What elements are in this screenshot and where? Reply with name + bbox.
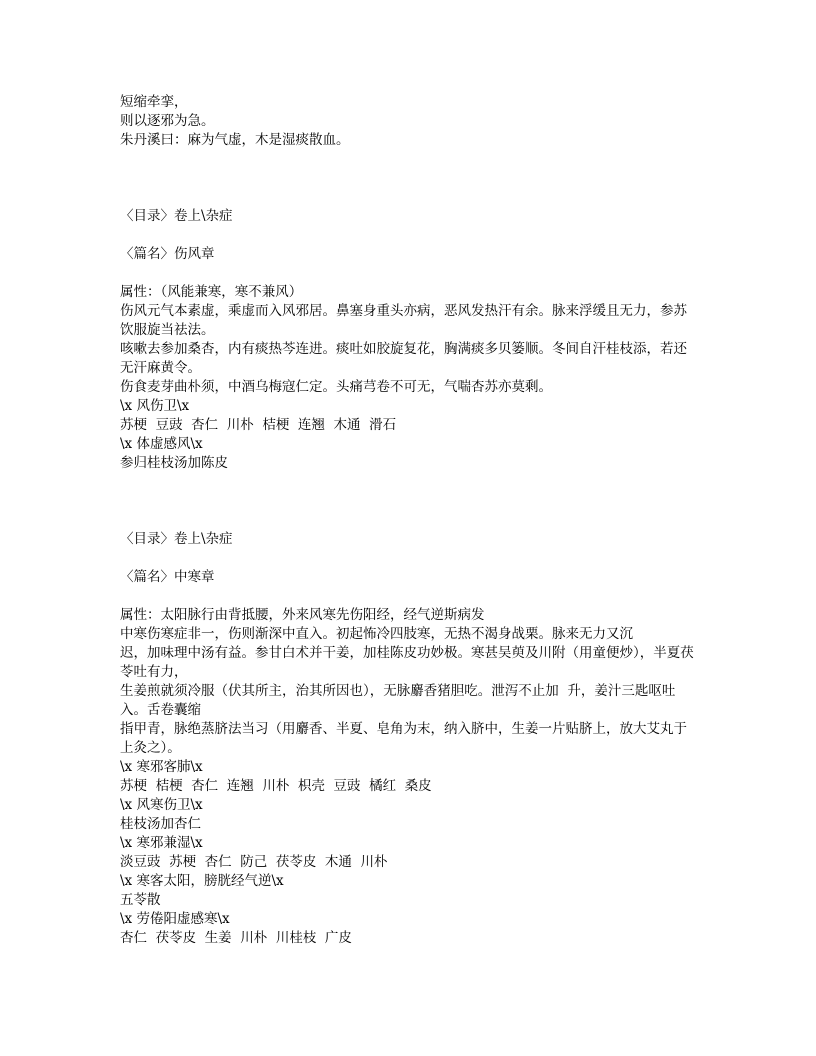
herb-list-line: 苏梗 桔梗 杏仁 连翘 川朴 枳壳 豆豉 橘红 桑皮 [120,778,432,794]
text-line: 指甲青，脉绝蒸脐法当习（用麝香、半夏、皂角为末，纳入脐中，生姜一片贴脐上，放大艾丸于上灸之）。 [120,721,687,756]
subheading-line: \x 寒邪客肺\x [120,759,203,775]
section-title: 〈篇名〉伤风章 [120,246,215,262]
spacer [120,150,700,207]
text-line: 迟，加味理中汤有益。参甘白术并干姜，加桂陈皮功妙极。寒甚吴萸及川附（用童便炒），半夏茯苓吐有力， [120,645,694,680]
section-shanfeng [120,207,700,473]
section-toc: 〈目录〉卷上\杂症 [120,208,233,224]
text-line: 伤食麦芽曲朴须，中酒乌梅寇仁定。头痛芎卷不可无，气喘杏苏亦莫剩。 [120,379,552,395]
spacer [120,549,700,568]
subheading-line: \x 风寒伤卫\x [120,797,203,813]
herb-list-line: 淡豆豉 苏梗 杏仁 防己 茯苓皮 木通 川朴 [120,854,388,870]
intro-block [120,93,700,150]
document-page [120,93,700,948]
text-line: 短缩牵挛， [120,94,188,110]
spacer [120,264,700,283]
text-line: 伤风元气本素虚，乘虚而入风邪居。鼻塞身重头亦病，恶风发热汗有余。脉来浮缓且无力，参苏饮服旋当祛法。 [120,303,687,338]
section-toc: 〈目录〉卷上\杂症 [120,531,233,547]
subheading-line: \x 风伤卫\x [120,398,190,414]
subheading-line: \x 寒邪兼湿\x [120,835,203,851]
text-line: 属性：太阳脉行由背抵腰，外来风寒先伤阳经，经气逆斯病发 [120,607,485,623]
section-title: 〈篇名〉中寒章 [120,569,215,585]
text-line: 朱丹溪曰：麻为气虚，木是湿痰散血。 [120,132,350,148]
text-line: 咳嗽去参加桑杏，内有痰热芩连进。痰吐如胶旋复花，胸满痰多贝篓顺。冬间自汗桂枝添，若还无汗麻黄令。 [120,341,687,376]
formula-line: 五苓散 [120,892,161,908]
formula-line: 参归桂枝汤加陈皮 [120,455,228,471]
spacer [120,226,700,245]
subheading-line: \x 体虚感风\x [120,436,203,452]
text-line: 生姜煎就须冷服（伏其所主，治其所因也），无脉麝香猪胆吃。泄泻不止加 升，姜汁三匙呕吐入。舌卷囊缩 [120,683,676,718]
herb-list-line: 苏梗 豆豉 杏仁 川朴 桔梗 连翘 木通 滑石 [120,417,397,433]
text-line: 则以逐邪为急。 [120,113,215,129]
subheading-line: \x 寒客太阳，膀胱经气逆\x [120,873,284,889]
herb-list-line: 杏仁 茯苓皮 生姜 川朴 川桂枝 广皮 [120,930,352,946]
spacer [120,587,700,606]
formula-line: 桂枝汤加杏仁 [120,816,201,832]
subheading-line: \x 劳倦阳虚感寒\x [120,911,230,927]
section-zhonghan [120,530,700,948]
spacer [120,473,700,530]
text-line: 属性：（风能兼寒，寒不兼风） [120,284,303,300]
text-line: 中寒伤寒症非一，伤则渐深中直入。初起怖冷四肢寒，无热不渴身战栗。脉来无力又沉 [120,626,633,642]
